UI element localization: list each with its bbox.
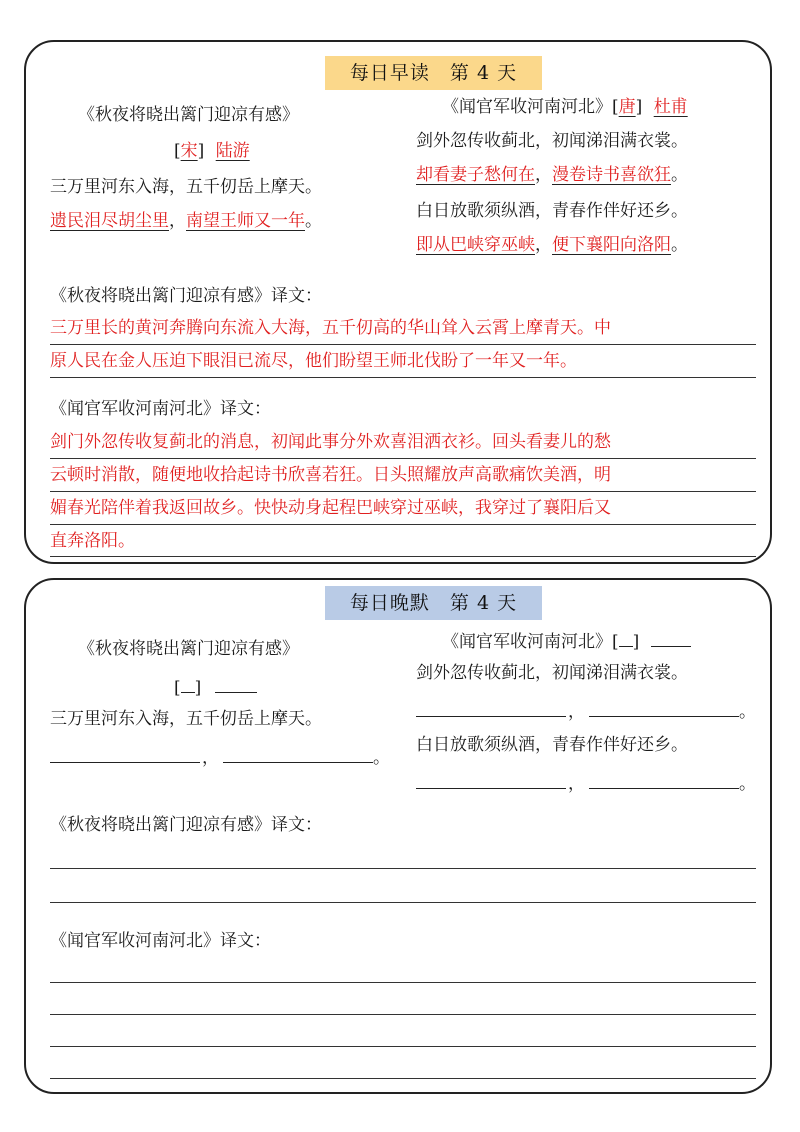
poem2-title: 《闻官军收河南河北》: [442, 97, 612, 117]
fill-blank[interactable]: [589, 698, 739, 717]
evening-poem2-line2-blank: ， 。: [416, 698, 756, 723]
poem2-author: 杜甫: [653, 97, 688, 117]
ruled-line: [50, 377, 756, 378]
writing-line[interactable]: [50, 982, 756, 983]
poem1-author: 陆游: [215, 141, 250, 161]
translation2-line: 剑门外忽传收复蓟北的消息，初闻此事分外欢喜泪洒衣衫。回头看妻儿的愁: [50, 432, 611, 452]
evening-poem2-line3: 白日放歌须纵酒，青春作伴好还乡。: [416, 735, 688, 755]
morning-title: 每日早读 第 4 天: [325, 56, 542, 90]
evening-dictation-card: [24, 578, 772, 1094]
poem1-line1: 三万里河东入海，五千仞岳上摩天。: [50, 177, 322, 197]
evening-poem2-line1: 剑外忽传收蓟北，初闻涕泪满衣裳。: [416, 663, 688, 683]
translation1-line: 原人民在金人压迫下眼泪已流尽，他们盼望王师北伐盼了一年又一年。: [50, 351, 577, 371]
writing-line[interactable]: [50, 1014, 756, 1015]
translation2-heading: 《闻官军收河南河北》译文：: [50, 399, 271, 419]
ruled-line: [50, 556, 756, 557]
evening-poem1-title: 《秋夜将晓出篱门迎凉有感》: [78, 639, 299, 659]
author-blank[interactable]: [651, 628, 691, 647]
evening-poem2-line4-blank: ， 。: [416, 770, 756, 795]
writing-line[interactable]: [50, 1078, 756, 1079]
poem2-line4: 即从巴峡穿巫峡，便下襄阳向洛阳。: [416, 235, 688, 255]
evening-translation2-heading: 《闻官军收河南河北》译文：: [50, 931, 271, 951]
poem2-line2: 却看妻子愁何在，漫卷诗书喜欲狂。: [416, 165, 688, 185]
translation1-heading: 《秋夜将晓出篱门迎凉有感》译文：: [50, 286, 322, 306]
evening-title: 每日晚默 第 4 天: [325, 586, 542, 620]
writing-line[interactable]: [50, 902, 756, 903]
fill-blank[interactable]: [416, 770, 566, 789]
poem1-title: 《秋夜将晓出篱门迎凉有感》: [78, 105, 299, 125]
evening-translation1-heading: 《秋夜将晓出篱门迎凉有感》译文：: [50, 815, 322, 835]
evening-poem1-line1: 三万里河东入海，五千仞岳上摩天。: [50, 709, 322, 729]
evening-poem2-title-line: 《闻官军收河南河北》[ ]: [442, 628, 691, 653]
dynasty-blank[interactable]: [619, 630, 633, 647]
translation2-line: 媚春光陪伴着我返回故乡。快快动身起程巴峡穿过巫峡，我穿过了襄阳后又: [50, 498, 611, 518]
poem1-attribution: [宋] 陆游: [174, 141, 250, 161]
ruled-line: [50, 524, 756, 525]
poem2-line3: 白日放歌须纵酒，青春作伴好还乡。: [416, 201, 688, 221]
poem1-dynasty: 宋: [180, 141, 198, 161]
poem2-dynasty: 唐: [618, 97, 636, 117]
evening-poem1-attribution-blank: [ ]: [174, 674, 257, 699]
poem1-line2: 遗民泪尽胡尘里，南望王师又一年。: [50, 211, 322, 231]
writing-line[interactable]: [50, 1046, 756, 1047]
translation2-line: 直奔洛阳。: [50, 531, 135, 551]
fill-blank[interactable]: [223, 744, 373, 763]
fill-blank[interactable]: [589, 770, 739, 789]
evening-poem1-line2-blank: ， 。: [50, 744, 390, 769]
evening-poem2-title: 《闻官军收河南河北》: [442, 632, 612, 652]
author-blank[interactable]: [215, 674, 257, 693]
poem2-line1: 剑外忽传收蓟北，初闻涕泪满衣裳。: [416, 131, 688, 151]
fill-blank[interactable]: [50, 744, 200, 763]
fill-blank[interactable]: [416, 698, 566, 717]
dynasty-blank[interactable]: [181, 676, 195, 693]
morning-reading-card: [24, 40, 772, 564]
writing-line[interactable]: [50, 868, 756, 869]
poem2-title-line: 《闻官军收河南河北》[唐] 杜甫: [442, 97, 688, 117]
translation2-line: 云顿时消散，随便地收拾起诗书欣喜若狂。日头照耀放声高歌痛饮美酒，明: [50, 465, 611, 485]
translation1-line: 三万里长的黄河奔腾向东流入大海，五千仞高的华山耸入云霄上摩青天。中: [50, 318, 611, 338]
